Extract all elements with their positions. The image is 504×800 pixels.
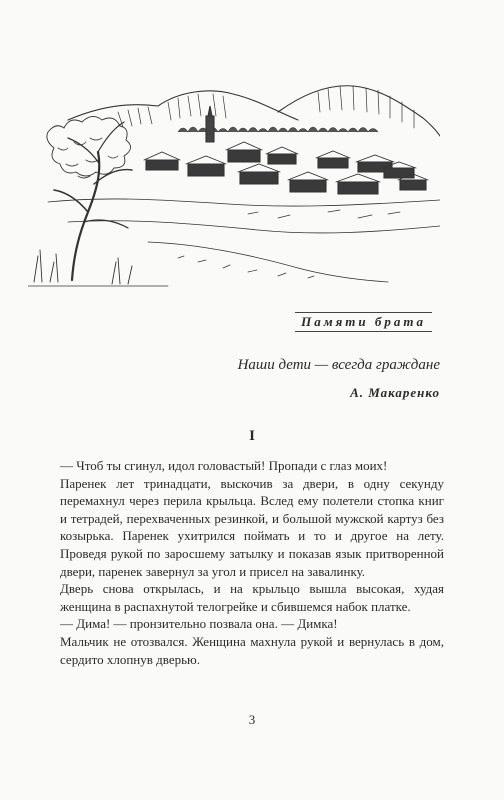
house: [338, 182, 378, 194]
village-landscape-illustration: [28, 72, 440, 290]
house: [290, 180, 326, 192]
chapter-body: [60, 457, 444, 668]
house: [228, 150, 260, 162]
church-tower: [206, 106, 214, 142]
house: [384, 168, 414, 178]
tree-foliage: [47, 116, 131, 176]
dedication-text: Памяти брата: [295, 312, 432, 332]
epigraph-author: А. Макаренко: [350, 385, 440, 400]
paragraph: Паренек лет тринадцати, выскочив за двери, в одну секунду перемахнул через перила крыльца. Вслед ему полетели стопка книг и тетрадей, перехваченных резинкой, и большой мужской картуз без козырька. Паренек ухитрился поймать и то и другое на лету. Проведя рукой по заросшему затылку и показав язык притворенной двери, паренек завернул за угол и присел на завалинку.: [60, 475, 444, 579]
paragraph: — Дима! — пронзительно позвала она. — Димка!: [60, 616, 338, 632]
house: [268, 154, 296, 164]
paragraph: Мальчик не отозвался. Женщина махнула рукой и вернулась в дом, сердито хлопнув дверью.: [60, 633, 444, 667]
house: [240, 172, 278, 184]
paragraph: — Чтоб ты сгинул, идол головастый! Пропади с глаз моих!: [60, 458, 388, 473]
house: [188, 164, 224, 176]
house: [146, 160, 178, 170]
epigraph-text: Наши дети — всегда граждане: [237, 357, 440, 373]
tree-trunk: [72, 152, 99, 280]
chapter-number: I: [249, 428, 255, 444]
page-number: 3: [248, 712, 256, 727]
hill-outline: [68, 91, 298, 120]
house: [400, 180, 426, 190]
dedication: [0, 312, 432, 332]
house: [318, 158, 348, 168]
paragraph: Дверь снова открылась, и на крыльцо вышла высокая, худая женщина в распахнутой телогрейке и сбившемся набок платке.: [60, 581, 444, 614]
